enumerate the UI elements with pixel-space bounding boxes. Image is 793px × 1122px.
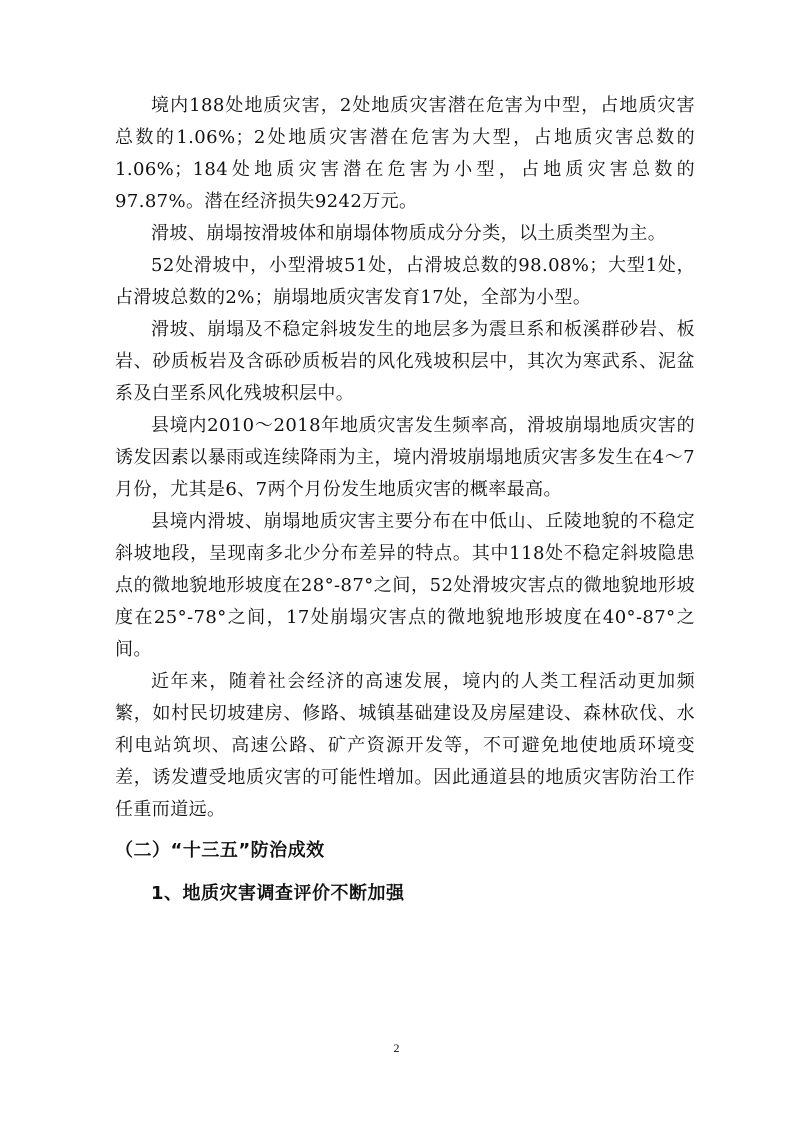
paragraph-landslide-count: 52处滑坡中，小型滑坡51处，占滑坡总数的98.08%；大型1处，占滑坡总数的2%；崩塌地质灾害发育17处，全部为小型。 — [115, 255, 695, 308]
paragraph-material-classification: 滑坡、崩塌按滑坡体和崩塌体物质成分分类，以土质类型为主。 — [151, 223, 667, 244]
paragraph-human-activity: 近年来，随着社会经济的高速发展，境内的人类工程活动更加频繁，如村民切坡建房、修路、城镇基础建设及房屋建设、森林砍伐、水利电站筑坝、高速公路、矿产资源开发等，不可避免地使地质环境变差，诱发遭受地质灾害的可能性增加。因此通道县的地质灾害防治工作任重而道远。 — [115, 671, 695, 820]
paragraph-strata: 滑坡、崩塌及不稳定斜坡发生的地层多为震旦系和板溪群砂岩、板岩、砂质板岩及含砾砂质板岩的风化残坡积层中，其次为寒武系、泥盆系及白垩系风化残坡积层中。 — [115, 319, 695, 404]
document-body — [115, 90, 695, 912]
page-number: 2 — [393, 1041, 400, 1055]
subsection-heading: 1、地质灾害调查评价不断加强 — [151, 883, 405, 904]
paragraph-distribution: 县境内滑坡、崩塌地质灾害主要分布在中低山、丘陵地貌的不稳定斜坡地段，呈现南多北少分布差异的特点。其中118处不稳定斜坡隐患点的微地貌地形坡度在28°-87°之间，52处滑坡灾害点的微地貌地形坡度在25°-78°之间，17处崩塌灾害点的微地貌地形坡度在40°-87°之间。 — [115, 511, 695, 660]
paragraph-hazard-scale: 境内188处地质灾害，2处地质灾害潜在危害为中型，占地质灾害总数的1.06%；2处地质灾害潜在危害为大型，占地质灾害总数的1.06%；184处地质灾害潜在危害为小型，占地质灾害总数的97.87%。潜在经济损失9242万元。 — [115, 95, 695, 212]
paragraph-frequency: 县境内2010～2018年地质灾害发生频率高，滑坡崩塌地质灾害的诱发因素以暴雨或连续降雨为主，境内滑坡崩塌地质灾害多发生在4～7月份，尤其是6、7两个月份发生地质灾害的概率最高。 — [115, 415, 695, 500]
section-heading: （二）“十三五”防治成效 — [115, 840, 325, 861]
